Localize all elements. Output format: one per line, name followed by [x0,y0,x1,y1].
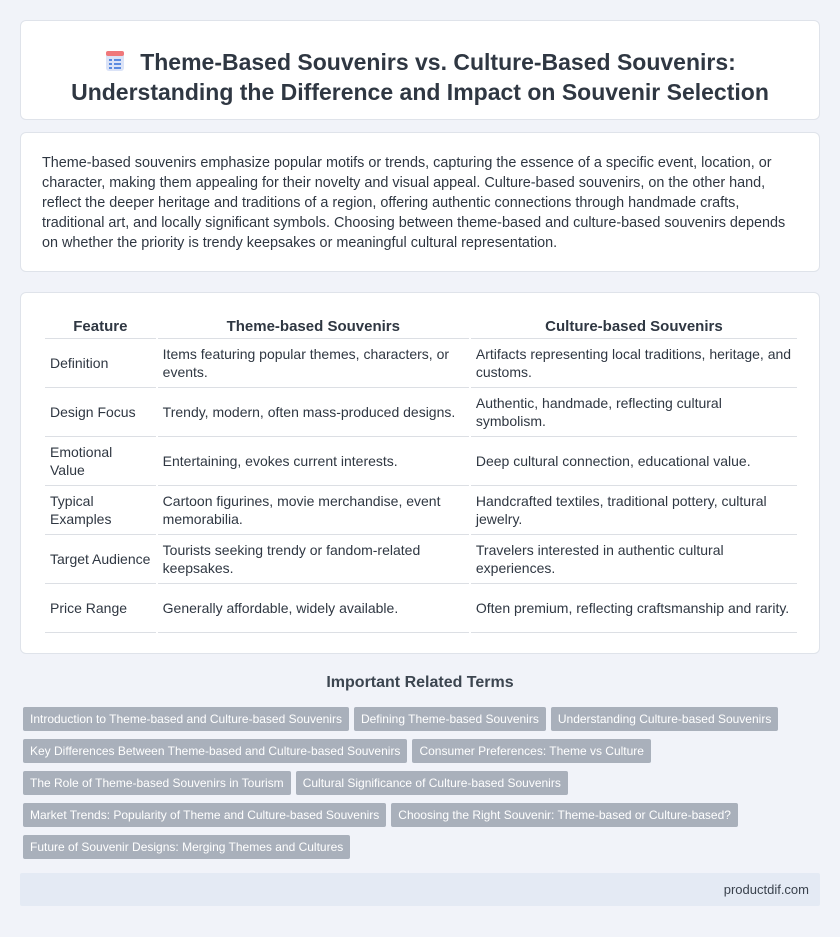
row-theme-value: Generally affordable, widely available. [158,584,469,633]
related-terms-list [20,707,820,867]
row-feature: Emotional Value [45,437,156,486]
title-line-2: Understanding the Difference and Impact on Souvenir Selection [71,79,769,105]
related-term-link[interactable]: Understanding Culture-based Souvenirs [551,707,778,731]
comparison-table [43,316,799,633]
row-feature: Price Range [45,584,156,633]
row-theme-value: Tourists seeking trendy or fandom-related keepsakes. [158,535,469,584]
footer [20,873,820,906]
row-feature: Typical Examples [45,486,156,535]
row-culture-value: Authentic, handmade, reflecting cultural symbolism. [471,388,797,437]
footer-site-link[interactable]: productdif.com [723,882,809,897]
table-row [45,535,797,584]
row-feature: Design Focus [45,388,156,437]
related-term-link[interactable]: Future of Souvenir Designs: Merging Themes and Cultures [23,835,350,859]
table-header-row [45,316,797,339]
table-row [45,339,797,388]
row-theme-value: Cartoon figurines, movie merchandise, event memorabilia. [158,486,469,535]
related-terms-title: Important Related Terms [326,674,514,691]
document-icon [104,49,126,71]
title-line-1: Theme-Based Souvenirs vs. Culture-Based Souvenirs: [140,49,736,75]
row-feature: Definition [45,339,156,388]
row-culture-value: Often premium, reflecting craftsmanship and rarity. [471,584,797,633]
table-row [45,486,797,535]
row-theme-value: Trendy, modern, often mass-produced designs. [158,388,469,437]
related-term-link[interactable]: Consumer Preferences: Theme vs Culture [412,739,651,763]
table-row [45,584,797,633]
related-term-link[interactable]: Market Trends: Popularity of Theme and Culture-based Souvenirs [23,803,386,827]
related-term-link[interactable]: The Role of Theme-based Souvenirs in Tourism [23,771,291,795]
table-row [45,388,797,437]
header-culture: Culture-based Souvenirs [471,316,797,339]
header-feature: Feature [45,316,156,339]
row-culture-value: Travelers interested in authentic cultural experiences. [471,535,797,584]
comparison-card [20,292,820,654]
related-term-link[interactable]: Key Differences Between Theme-based and Culture-based Souvenirs [23,739,407,763]
related-term-link[interactable]: Choosing the Right Souvenir: Theme-based or Culture-based? [391,803,738,827]
row-culture-value: Deep cultural connection, educational value. [471,437,797,486]
row-culture-value: Handcrafted textiles, traditional pottery, cultural jewelry. [471,486,797,535]
row-feature: Target Audience [45,535,156,584]
title-card [20,20,820,120]
row-theme-value: Items featuring popular themes, characters, or events. [158,339,469,388]
summary-card [20,132,820,272]
row-culture-value: Artifacts representing local traditions, heritage, and customs. [471,339,797,388]
table-row [45,437,797,486]
page-title [21,47,819,107]
related-term-link[interactable]: Cultural Significance of Culture-based Souvenirs [296,771,568,795]
related-term-link[interactable]: Defining Theme-based Souvenirs [354,707,546,731]
header-theme: Theme-based Souvenirs [158,316,469,339]
row-theme-value: Entertaining, evokes current interests. [158,437,469,486]
related-term-link[interactable]: Introduction to Theme-based and Culture-based Souvenirs [23,707,349,731]
summary-text: Theme-based souvenirs emphasize popular motifs or trends, capturing the essence of a specific event, location, or character, making them appealing for their novelty and visual appeal. Culture-based souvenirs, on the other hand, reflect the deeper heritage and traditions of a region, offering authentic connections through handmade crafts, traditional art, and locally significant symbols. Choosing between theme-based and culture-based souvenirs depends on whether the priority is trendy keepsakes or meaningful cultural representation. [42,155,786,251]
